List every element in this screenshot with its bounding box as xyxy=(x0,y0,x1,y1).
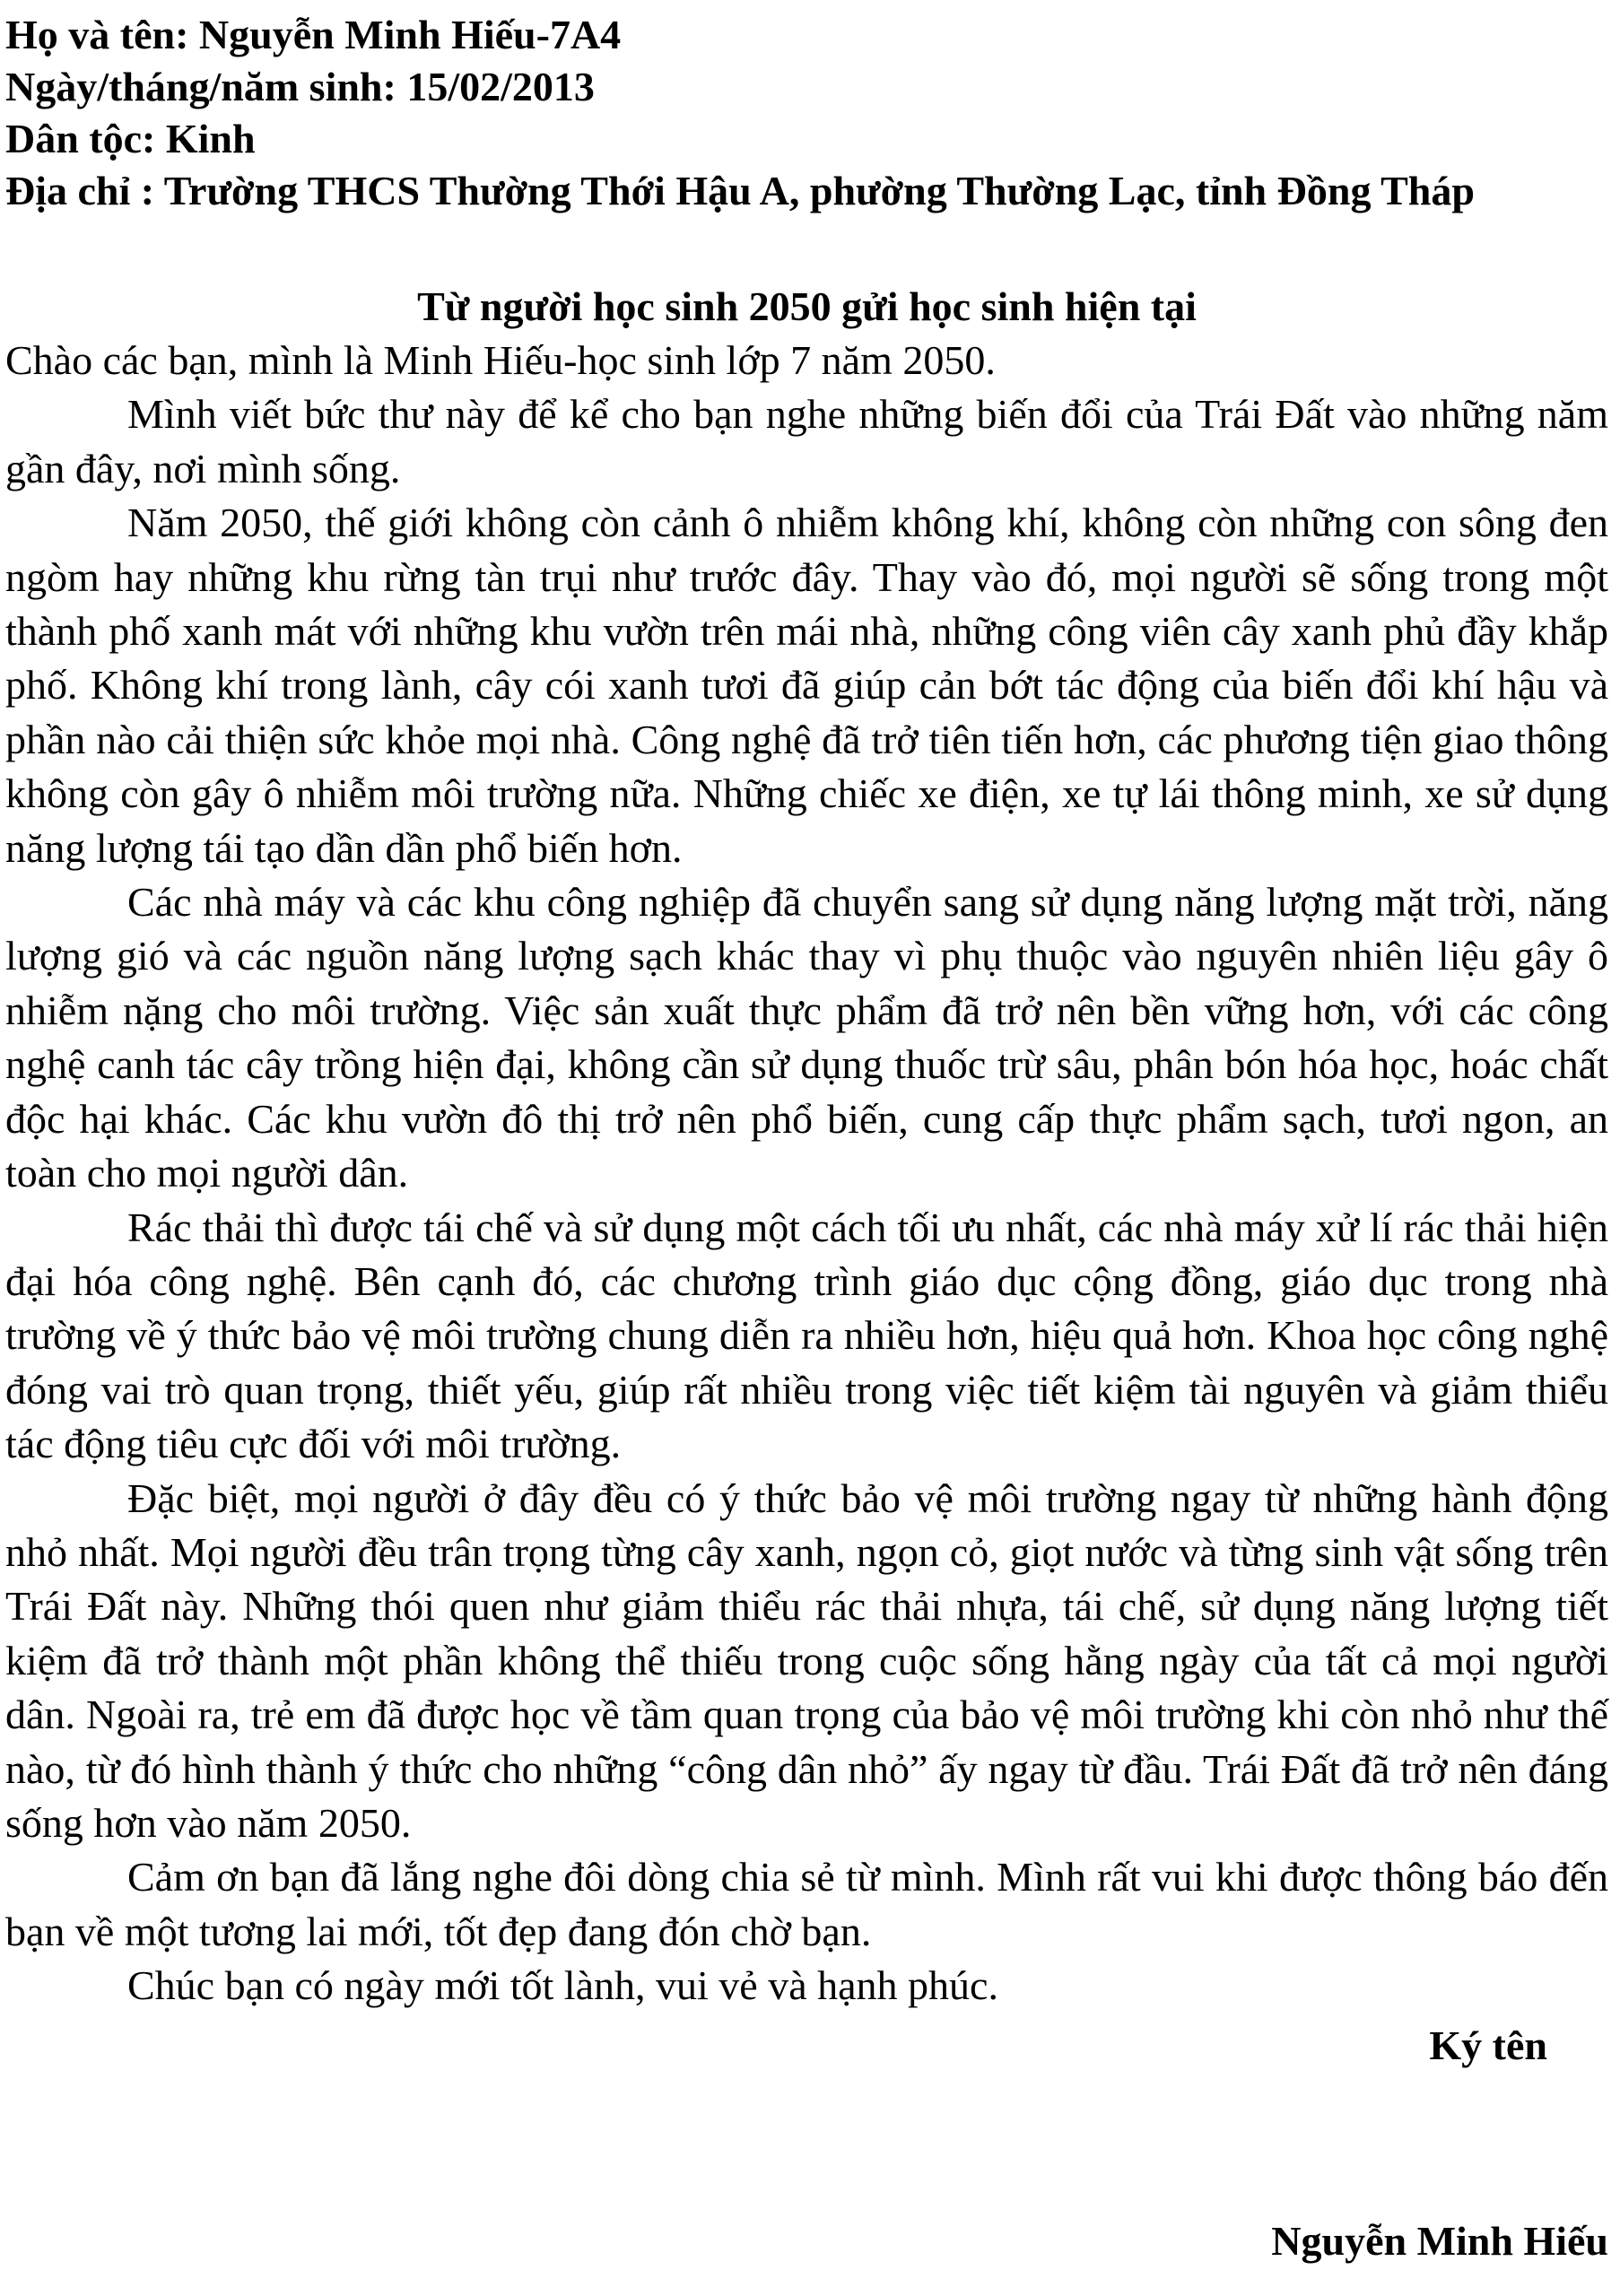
signature-label: Ký tên xyxy=(1429,2022,1547,2068)
signature-name: Nguyễn Minh Hiếu xyxy=(1271,2217,1608,2264)
letter-greeting: Chào các bạn, mình là Minh Hiếu-học sinh lớp 7 năm 2050. xyxy=(5,337,996,383)
body-paragraph: Năm 2050, thế giới không còn cảnh ô nhiễm không khí, không còn những con sông đen ngòm hay những khu rừng tàn trụi như trước đây. Thay vào đó, mọi người sẽ sống trong một thành phố xanh mát với những khu vườn trên mái nhà, những công viên cây xanh phủ đầy khắp phố. Không khí trong lành, cây cói xanh tươi đã giúp cản bớt tác động của biến đổi khí hậu và phần nào cải thiện sức khỏe mọi nhà. Công nghệ đã trở tiên tiến hơn, các phương tiện giao thông không còn gây ô nhiễm môi trường nữa. Những chiếc xe điện, xe tự lái thông minh, xe sử dụng năng lượng tái tạo dần dần phổ biến hơn. xyxy=(5,500,1608,871)
body-paragraph: Chúc bạn có ngày mới tốt lành, vui vẻ và hạnh phúc. xyxy=(127,1962,998,2009)
student-info xyxy=(5,9,1608,217)
letter-body xyxy=(5,387,1608,2013)
student-name-line: Họ và tên: Nguyễn Minh Hiếu-7A4 xyxy=(5,12,622,57)
letter-title: Từ người học sinh 2050 gửi học sinh hiện tại xyxy=(417,283,1197,329)
body-paragraph: Mình viết bức thư này để kể cho bạn nghe những biến đổi của Trái Đất vào những năm gần đây, nơi mình sống. xyxy=(5,391,1608,491)
address-line: Địa chỉ : Trường THCS Thường Thới Hậu A, phường Thường Lạc, tỉnh Đồng Tháp xyxy=(5,168,1475,213)
body-paragraph: Cảm ơn bạn đã lắng nghe đôi dòng chia sẻ từ mình. Mình rất vui khi được thông báo đến bạn về một tương lai mới, tốt đẹp đang đón chờ bạn. xyxy=(5,1854,1608,1954)
body-paragraph: Rác thải thì được tái chế và sử dụng một cách tối ưu nhất, các nhà máy xử lí rác thải hiện đại hóa công nghệ. Bên cạnh đó, các chương trình giáo dục cộng đồng, giáo dục trong nhà trường về ý thức bảo vệ môi trường chung diễn ra nhiều hơn, hiệu quả hơn. Khoa học công nghệ đóng vai trò quan trọng, thiết yếu, giúp rất nhiều trong việc tiết kiệm tài nguyên và giảm thiểu tác động tiêu cực đối với môi trường. xyxy=(5,1204,1608,1467)
birth-date-line: Ngày/tháng/năm sinh: 15/02/2013 xyxy=(5,64,595,109)
body-paragraph: Các nhà máy và các khu công nghiệp đã chuyển sang sử dụng năng lượng mặt trời, năng lượng gió và các nguồn năng lượng sạch khác thay vì phụ thuộc vào nguyên nhiên liệu gây ô nhiễm nặng cho môi trường. Việc sản xuất thực phẩm đã trở nên bền vững hơn, với các công nghệ canh tác cây trồng hiện đại, không cần sử dụng thuốc trừ sâu, phân bón hóa học, hoác chất độc hại khác. Các khu vườn đô thị trở nên phổ biến, cung cấp thực phẩm sạch, tươi ngon, an toàn cho mọi người dân. xyxy=(5,879,1608,1196)
ethnicity-line: Dân tộc: Kinh xyxy=(5,116,256,161)
body-paragraph: Đặc biệt, mọi người ở đây đều có ý thức bảo vệ môi trường ngay từ những hành động nhỏ nhất. Mọi người đều trân trọng từng cây xanh, ngọn cỏ, giọt nước và từng sinh vật sống trên Trái Đất này. Những thói quen như giảm thiểu rác thải nhựa, tái chế, sử dụng năng lượng tiết kiệm đã trở thành một phần không thể thiếu trong cuộc sống hằng ngày của tất cả mọi người dân. Ngoài ra, trẻ em đã được học về tầm quan trọng của bảo vệ môi trường khi còn nhỏ như thế nào, từ đó hình thành ý thức cho những “công dân nhỏ” ấy ngay từ đầu. Trái Đất đã trở nên đáng sống hơn vào năm 2050. xyxy=(5,1474,1608,1846)
